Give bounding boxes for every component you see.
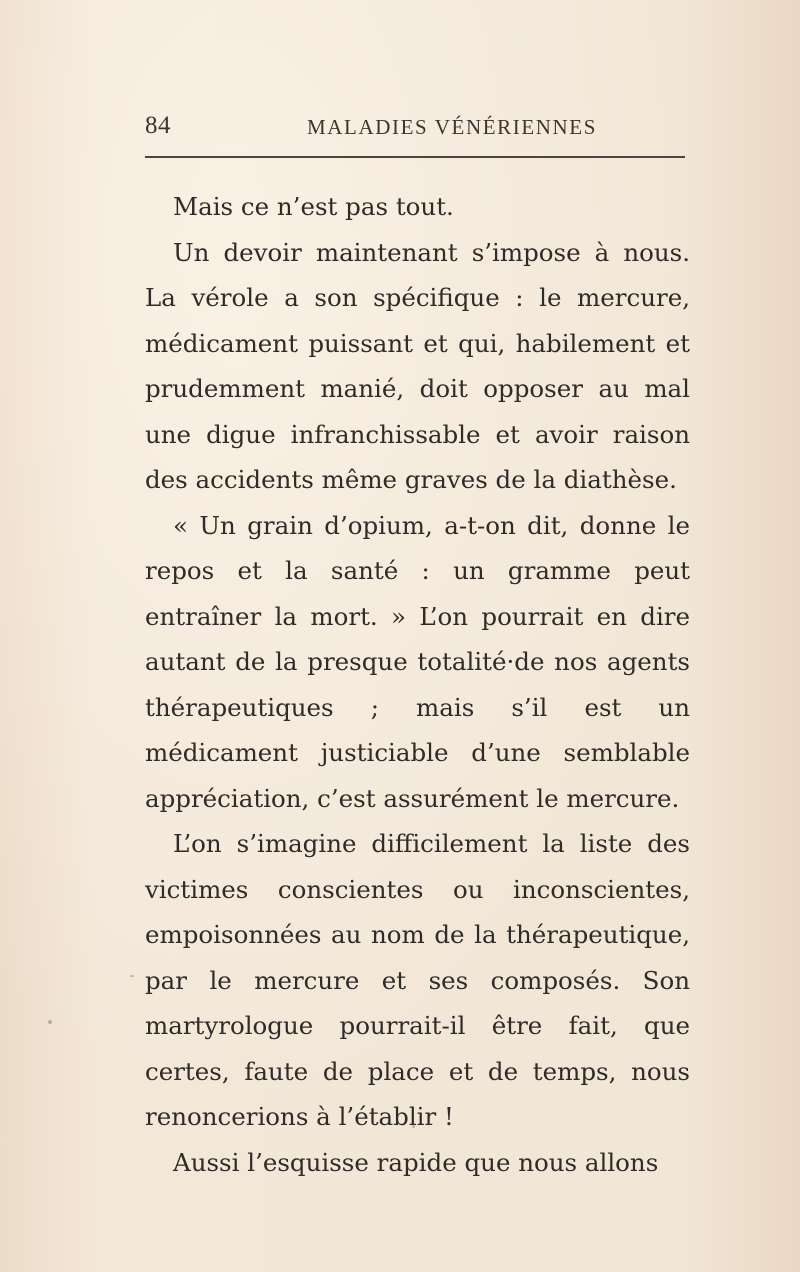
running-header [145,112,685,146]
paragraph: Un devoir maintenant s’impose à nous. La vérole a son spécifique : le mercure, médicament puissant et qui, habilement et prudemment manié, doit opposer au mal une digue infranchissable et avoir raison des accidents même graves de la diathèse. [145,237,690,494]
page-number: 84 [145,112,171,139]
paragraph: Mais ce n’est pas tout. [173,192,454,221]
paper-speck [48,1020,52,1024]
running-title: MALADIES VÉNÉRIENNES [307,115,598,139]
paragraph: L’on s’imagine difficilement la liste des victimes conscientes ou inconscientes, empoisonnées au nom de la thérapeutique, par le mercure et ses composés. Son martyrologue pourrait-il être fait, que certes, faute de place et de temps, nous renoncerions à l’établir ! [145,829,690,1131]
paper-speck [130,975,134,977]
header-rule [145,156,685,158]
paragraph: Aussi l’esquisse rapide que nous allons [173,1147,659,1177]
body-text [145,184,690,1185]
paper-speck [412,1125,415,1128]
paragraph: « Un grain d’opium, a-t-on dit, donne le repos et la santé : un gramme peut entraîner la mort. » L’on pourrait en dire autant de la presque totalité·de nos agents thérapeutiques ; mais s’il est un médicament justiciable d’une semblable appréciation, c’est assurément le mercure. [145,510,690,813]
